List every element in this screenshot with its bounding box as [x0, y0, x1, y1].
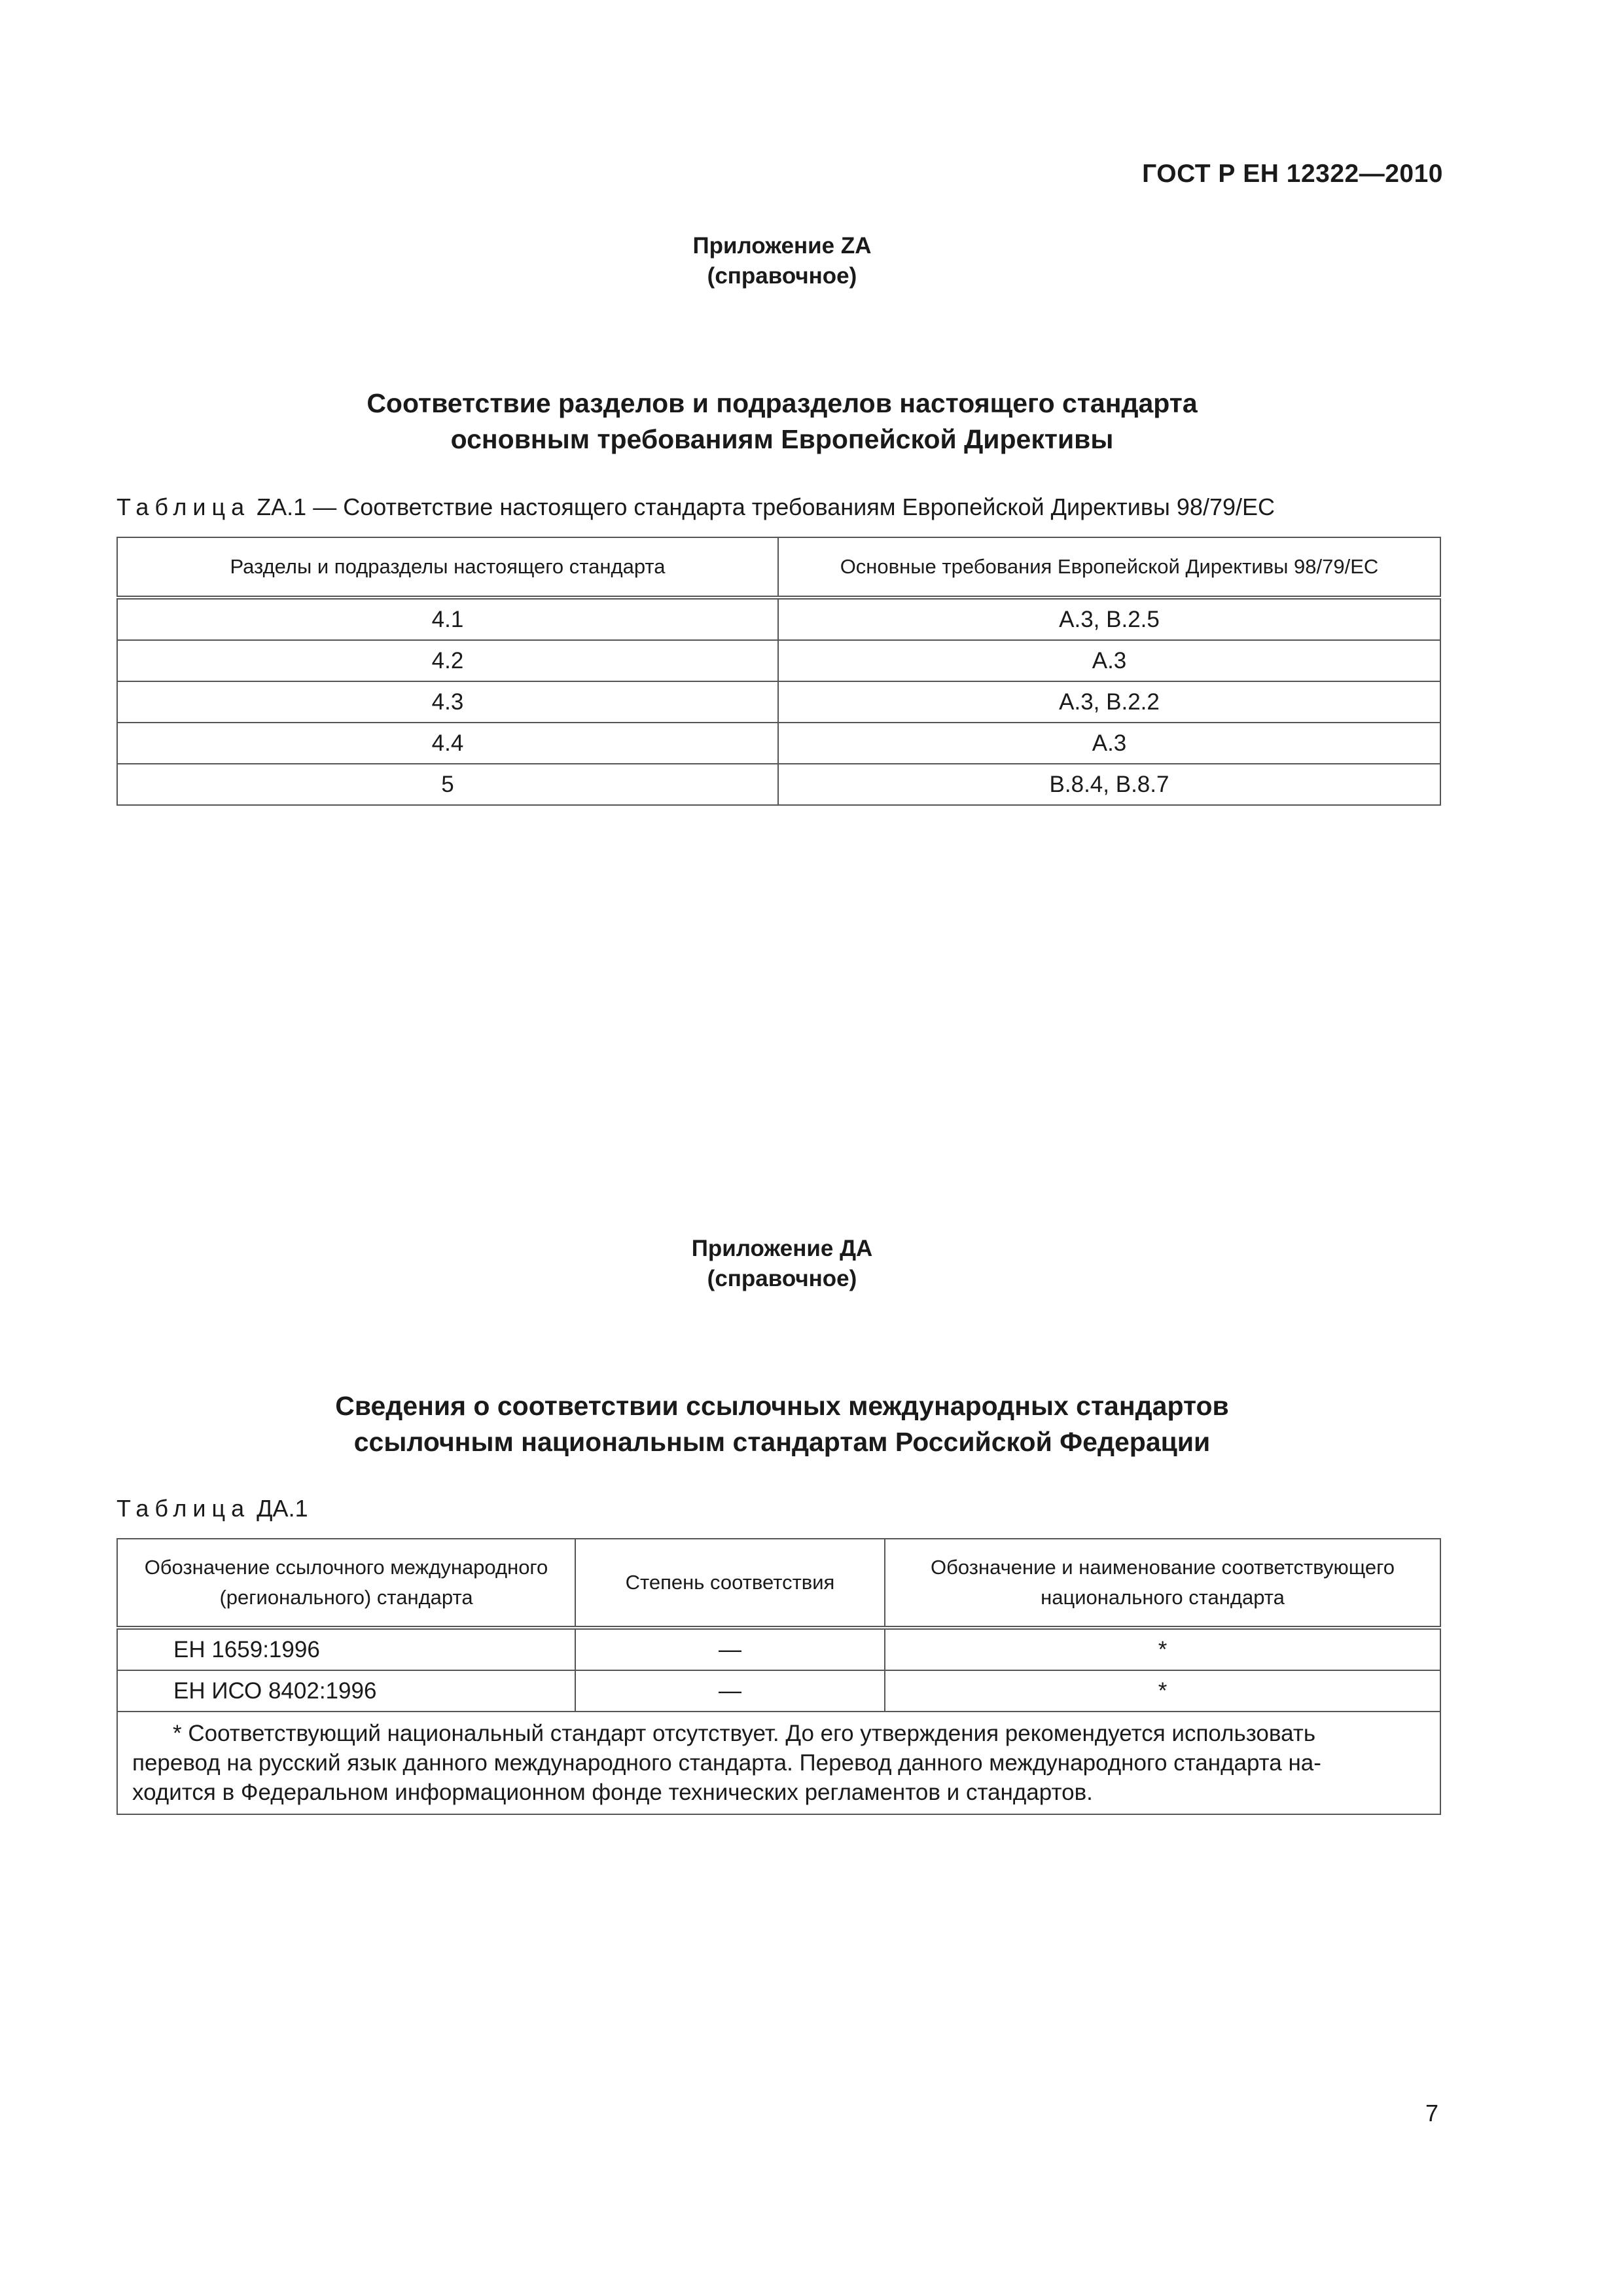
- table-row: [117, 723, 1440, 764]
- table-footnote: [117, 1712, 1440, 1814]
- table-cell: —: [575, 1670, 885, 1712]
- table-za1: [116, 537, 1441, 806]
- table-cell: A.3: [778, 640, 1440, 681]
- appendix-da-heading: [0, 1234, 1564, 1294]
- column-header: Разделы и подразделы настоящего стандарта: [117, 537, 778, 598]
- table-cell: B.8.4, B.8.7: [778, 764, 1440, 805]
- column-header: Основные требования Европейской Директивы 98/79/ЕС: [778, 537, 1440, 598]
- page-number: 7: [1425, 2100, 1438, 2126]
- appendix-da-title-line2: ссылочным национальным стандартам Российской Федерации: [353, 1427, 1211, 1457]
- table-row: [117, 640, 1440, 681]
- column-header: Степень соответствия: [575, 1539, 885, 1628]
- table-row: [117, 764, 1440, 805]
- table-row: [117, 681, 1440, 723]
- appendix-za-title: [0, 386, 1564, 457]
- column-header: Обозначение ссылочного международного (регионального) стандарта: [117, 1539, 575, 1628]
- table-da-caption: [116, 1494, 308, 1523]
- appendix-za-heading: [0, 231, 1564, 291]
- appendix-za-title-line1: Соответствие разделов и подразделов настоящего стандарта: [366, 388, 1198, 418]
- table-cell: 4.4: [117, 723, 778, 764]
- table-za-caption-text: ZA.1 — Соответствие настоящего стандарта требованиям Европейской Директивы 98/79/ЕС: [257, 493, 1275, 520]
- table-word: Таблица: [116, 493, 251, 520]
- appendix-za-label: Приложение ZA: [692, 233, 872, 259]
- table-word: Таблица: [116, 1495, 251, 1522]
- table-cell: *: [885, 1628, 1440, 1670]
- appendix-da-label: Приложение ДА: [691, 1236, 873, 1261]
- footnote-line: перевод на русский язык данного международного стандарта. Перевод данного международного стандарта на-: [132, 1750, 1321, 1776]
- table-row: [117, 1670, 1440, 1712]
- table-za-caption: [116, 493, 1275, 522]
- footnote-line: * Соответствующий национальный стандарт отсутствует. До его утверждения рекомендуется использовать: [173, 1721, 1316, 1746]
- appendix-za-status: (справочное): [707, 263, 857, 289]
- column-header: Обозначение и наименование соответствующего национального стандарта: [885, 1539, 1440, 1628]
- table-header-row: [117, 1539, 1440, 1628]
- table-header-row: [117, 537, 1440, 598]
- appendix-da-title: [0, 1388, 1564, 1460]
- table-row: [117, 598, 1440, 640]
- table-cell: 4.1: [117, 598, 778, 640]
- table-cell: 4.3: [117, 681, 778, 723]
- table-cell: 4.2: [117, 640, 778, 681]
- table-da1: [116, 1538, 1441, 1815]
- footnote-line: ходится в Федеральном информационном фонде технических регламентов и стандартов.: [132, 1780, 1093, 1805]
- table-da-caption-text: ДА.1: [257, 1495, 308, 1522]
- table-cell: 5: [117, 764, 778, 805]
- table-cell: —: [575, 1628, 885, 1670]
- appendix-za-title-line2: основным требованиям Европейской Директивы: [450, 424, 1114, 454]
- appendix-da-title-line1: Сведения о соответствии ссылочных международных стандартов: [335, 1391, 1229, 1421]
- table-cell: ЕН ИСО 8402:1996: [117, 1670, 575, 1712]
- appendix-da-status: (справочное): [707, 1266, 857, 1291]
- document-code: ГОСТ Р ЕН 12322—2010: [1142, 160, 1443, 188]
- table-cell: A.3, B.2.5: [778, 598, 1440, 640]
- table-cell: A.3, B.2.2: [778, 681, 1440, 723]
- table-row: [117, 1628, 1440, 1670]
- table-cell: A.3: [778, 723, 1440, 764]
- table-footnote-row: [117, 1712, 1440, 1814]
- table-cell: ЕН 1659:1996: [117, 1628, 575, 1670]
- table-cell: *: [885, 1670, 1440, 1712]
